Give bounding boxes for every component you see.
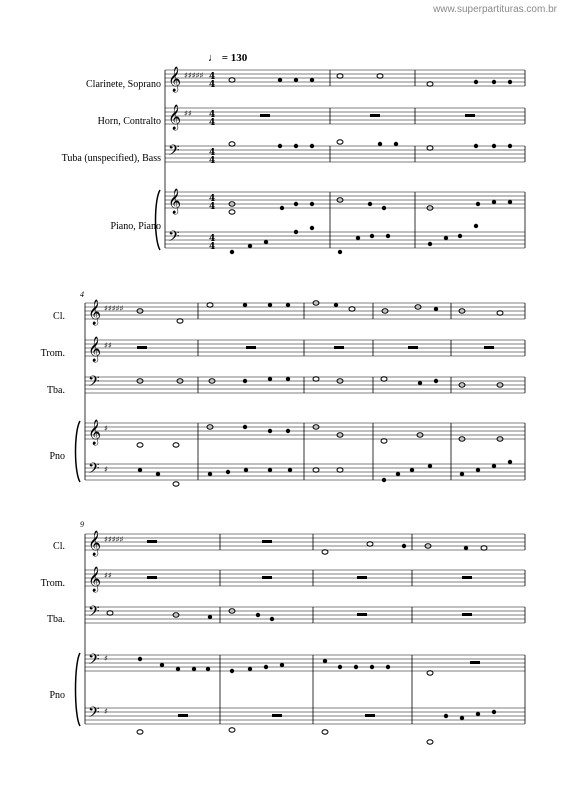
staff-label-clarinet: Clarinete, Soprano — [86, 79, 161, 90]
staff-label-cl-2: Cl. — [53, 311, 65, 322]
svg-text:4: 4 — [209, 202, 216, 212]
treble-clef-icon: 𝄞 — [88, 567, 102, 592]
key-signature-sharps: ♯ — [104, 465, 108, 474]
staff-clarinet-1 — [165, 70, 525, 86]
svg-text:4: 4 — [209, 194, 216, 204]
key-signature-sharps: ♯ — [104, 707, 108, 716]
bass-clef-icon: 𝄢 — [168, 228, 180, 249]
staff-label-tuba: Tuba (unspecified), Bass — [61, 153, 161, 164]
staff-tba-3 — [85, 607, 525, 623]
key-signature-sharps: ♯♯♯♯♯ — [104, 304, 124, 313]
svg-text:4: 4 — [209, 242, 216, 252]
key-signature-sharps: ♯♯♯♯♯ — [184, 71, 204, 80]
svg-text:4: 4 — [209, 118, 216, 128]
key-signature-sharps: ♯♯ — [184, 109, 192, 118]
bass-clef-icon: 𝄢 — [88, 460, 100, 481]
staff-pno-rh-2 — [85, 423, 525, 439]
treble-clef-icon: 𝄞 — [168, 105, 182, 130]
treble-clef-icon: 𝄞 — [88, 300, 102, 325]
staff-piano-lh-1 — [165, 232, 525, 248]
treble-clef-icon: 𝄞 — [88, 337, 102, 362]
svg-text:4: 4 — [209, 156, 216, 166]
piano-brace — [156, 190, 161, 250]
staff-label-trom-3: Trom. — [40, 578, 65, 589]
system-3 — [76, 534, 526, 726]
staff-tuba-1 — [165, 146, 525, 162]
system-2 — [76, 303, 526, 482]
staff-label-piano: Piano, Piano — [110, 221, 161, 232]
site-watermark: www.superpartituras.com.br — [433, 4, 557, 15]
tempo-marking: ♩ = 130 — [208, 52, 248, 64]
staff-label-horn: Horn, Contralto — [97, 116, 161, 127]
barlines-3 — [220, 534, 525, 724]
bass-clef-icon: 𝄢 — [88, 603, 100, 624]
staff-piano-rh-1 — [165, 192, 525, 208]
staff-label-tba-2: Tba. — [46, 385, 65, 396]
svg-text:4: 4 — [209, 234, 216, 244]
key-signature-sharps: ♯♯ — [104, 571, 112, 580]
bass-clef-icon: 𝄢 — [88, 373, 100, 394]
key-signature-sharps: ♯♯♯♯♯ — [104, 535, 124, 544]
svg-text:4: 4 — [209, 148, 216, 158]
staff-label-trom-2: Trom. — [40, 348, 65, 359]
staff-pno-rh-3 — [85, 655, 525, 671]
bass-clef-icon: 𝄢 — [88, 704, 100, 725]
treble-clef-icon: 𝄞 — [88, 420, 102, 445]
time-signature: 4 — [209, 72, 216, 82]
key-signature-sharps: ♯♯ — [104, 341, 112, 350]
staff-label-pno-2: Pno — [49, 451, 65, 462]
svg-text:4: 4 — [209, 80, 216, 90]
measure-number-4: 4 — [80, 290, 84, 299]
piano-brace — [76, 421, 81, 482]
barlines-1 — [330, 70, 525, 248]
treble-clef-icon: 𝄞 — [168, 67, 182, 92]
bass-clef-icon: 𝄢 — [88, 651, 100, 672]
piano-brace — [76, 653, 81, 726]
staff-pno-lh-3 — [85, 708, 525, 724]
staff-label-pno-3: Pno — [49, 690, 65, 701]
svg-text:4: 4 — [209, 110, 216, 120]
treble-clef-icon: 𝄞 — [88, 531, 102, 556]
staff-label-cl-3: Cl. — [53, 541, 65, 552]
treble-clef-icon: 𝄞 — [168, 189, 182, 214]
measure-number-9: 9 — [80, 520, 84, 529]
barlines-2 — [198, 303, 525, 480]
staff-trom-2 — [85, 340, 525, 356]
key-signature-sharps: ♯ — [104, 654, 108, 663]
staff-pno-lh-2 — [85, 464, 525, 480]
staff-label-tba-3: Tba. — [46, 614, 65, 625]
key-signature-sharps: ♯ — [104, 424, 108, 433]
bass-clef-icon: 𝄢 — [168, 142, 180, 163]
